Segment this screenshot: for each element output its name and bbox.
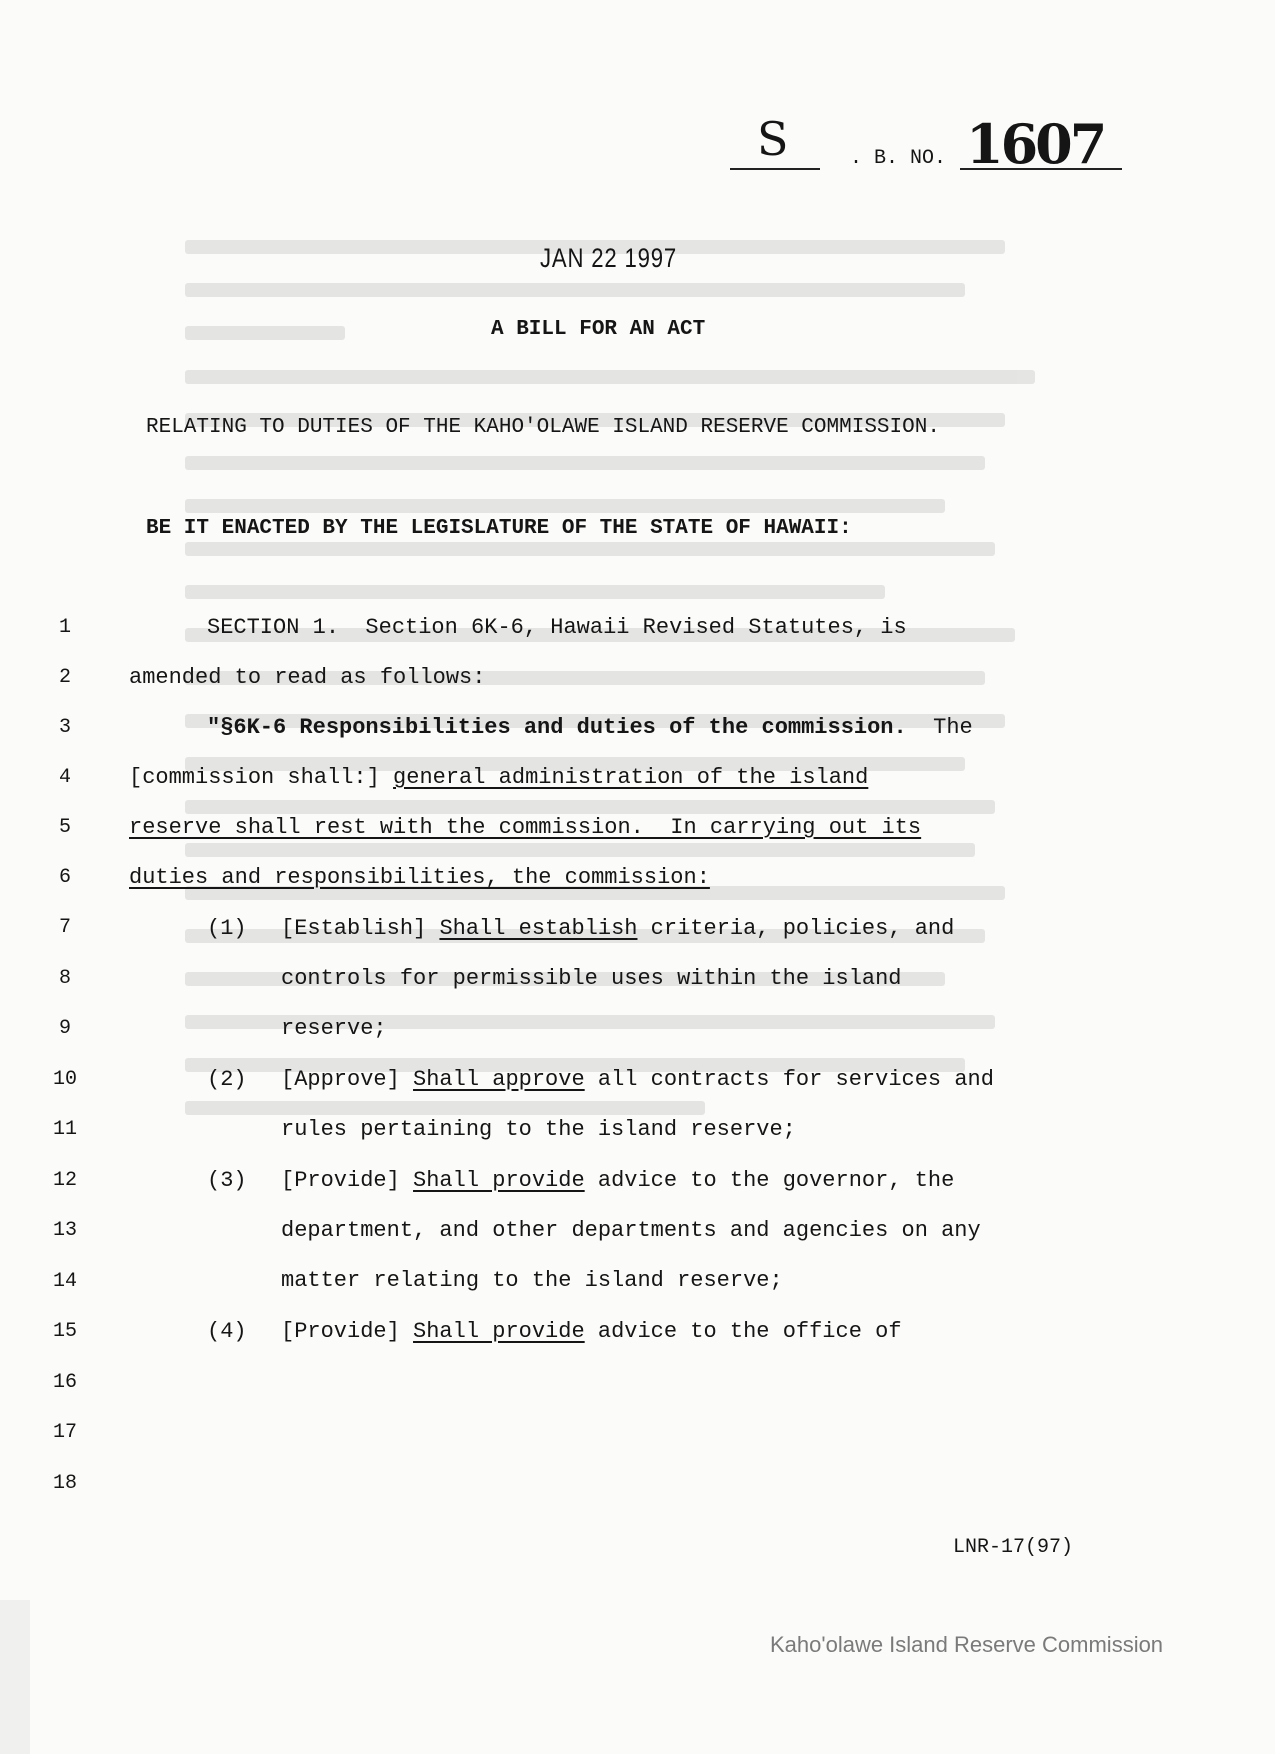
body-line xyxy=(129,765,868,790)
body-line xyxy=(281,1319,902,1344)
line-number: 5 xyxy=(58,816,71,839)
inserted-text: reserve shall rest with the commission. In carrying out its xyxy=(129,815,922,840)
item-number: (3) xyxy=(207,1168,247,1193)
body-line: SECTION 1. Section 6K-6, Hawaii Revised Statutes, is xyxy=(207,615,907,640)
bill-number-label: . B. NO. xyxy=(850,147,947,170)
bill-chamber-handwritten: S xyxy=(757,112,789,166)
line-number: 4 xyxy=(58,766,71,789)
section-heading: "§6K-6 Responsibilities and duties of the commission. xyxy=(207,715,907,740)
inserted-text: Shall provide xyxy=(413,1168,585,1193)
line-number: 14 xyxy=(52,1270,77,1293)
line-number: 17 xyxy=(52,1421,77,1444)
body-line: controls for permissible uses within the island xyxy=(281,966,902,991)
body-text: criteria, policies, and xyxy=(637,916,955,941)
body-line: rules pertaining to the island reserve; xyxy=(281,1117,796,1142)
body-text: all contracts for services and xyxy=(584,1067,994,1092)
relating-to: RELATING TO DUTIES OF THE KAHO'OLAWE ISLAND RESERVE COMMISSION. xyxy=(146,416,940,439)
body-text: advice to the governor, the xyxy=(584,1168,955,1193)
line-number: 8 xyxy=(58,967,71,990)
line-number: 15 xyxy=(52,1320,77,1343)
deleted-text: [commission shall:] xyxy=(129,765,394,790)
body-line xyxy=(281,1067,994,1092)
body-text: The xyxy=(906,715,973,740)
line-number: 18 xyxy=(52,1472,77,1495)
inserted-text: general administration of the island xyxy=(393,765,869,790)
date-stamp: JAN 22 1997 xyxy=(540,243,678,273)
body-line: department, and other departments and agencies on any xyxy=(281,1218,981,1243)
inserted-text: Shall approve xyxy=(413,1067,585,1092)
line-number: 12 xyxy=(52,1169,77,1192)
body-line: amended to read as follows: xyxy=(129,665,486,690)
inserted-text: Shall establish xyxy=(439,916,638,941)
body-line xyxy=(281,916,954,941)
line-number: 6 xyxy=(58,866,71,889)
body-line xyxy=(281,1168,954,1193)
line-number: 7 xyxy=(58,916,71,939)
bill-number-handwritten: 1607 xyxy=(966,112,1105,176)
line-number: 10 xyxy=(52,1068,77,1091)
item-number: (1) xyxy=(207,916,247,941)
item-number: (4) xyxy=(207,1319,247,1344)
body-line xyxy=(207,715,973,740)
deleted-text: [Establish] xyxy=(281,916,440,941)
line-number: 3 xyxy=(58,716,71,739)
deleted-text: [Provide] xyxy=(281,1168,414,1193)
line-number: 13 xyxy=(52,1219,77,1242)
line-number: 16 xyxy=(52,1371,77,1394)
chamber-underline xyxy=(730,168,820,170)
line-number: 9 xyxy=(58,1017,71,1040)
bill-number xyxy=(730,112,1105,176)
deleted-text: [Provide] xyxy=(281,1319,414,1344)
bill-title: A BILL FOR AN ACT xyxy=(491,318,706,341)
number-underline xyxy=(960,168,1122,170)
collection-watermark: Kaho'olawe Island Reserve Commission xyxy=(770,1632,1164,1657)
body-line: matter relating to the island reserve; xyxy=(281,1268,783,1293)
inserted-text: Shall provide xyxy=(413,1319,585,1344)
body-line: reserve; xyxy=(281,1016,387,1041)
body-text: advice to the office of xyxy=(584,1319,902,1344)
line-number: 11 xyxy=(52,1118,77,1141)
line-number: 1 xyxy=(58,616,71,639)
line-number: 2 xyxy=(58,666,71,689)
inserted-text: duties and responsibilities, the commission: xyxy=(129,865,710,890)
scan-edge xyxy=(0,1600,30,1754)
enacting-clause: BE IT ENACTED BY THE LEGISLATURE OF THE STATE OF HAWAII: xyxy=(146,517,852,540)
item-number: (2) xyxy=(207,1067,247,1092)
document-code: LNR-17(97) xyxy=(953,1536,1074,1559)
deleted-text: [Approve] xyxy=(281,1067,414,1092)
